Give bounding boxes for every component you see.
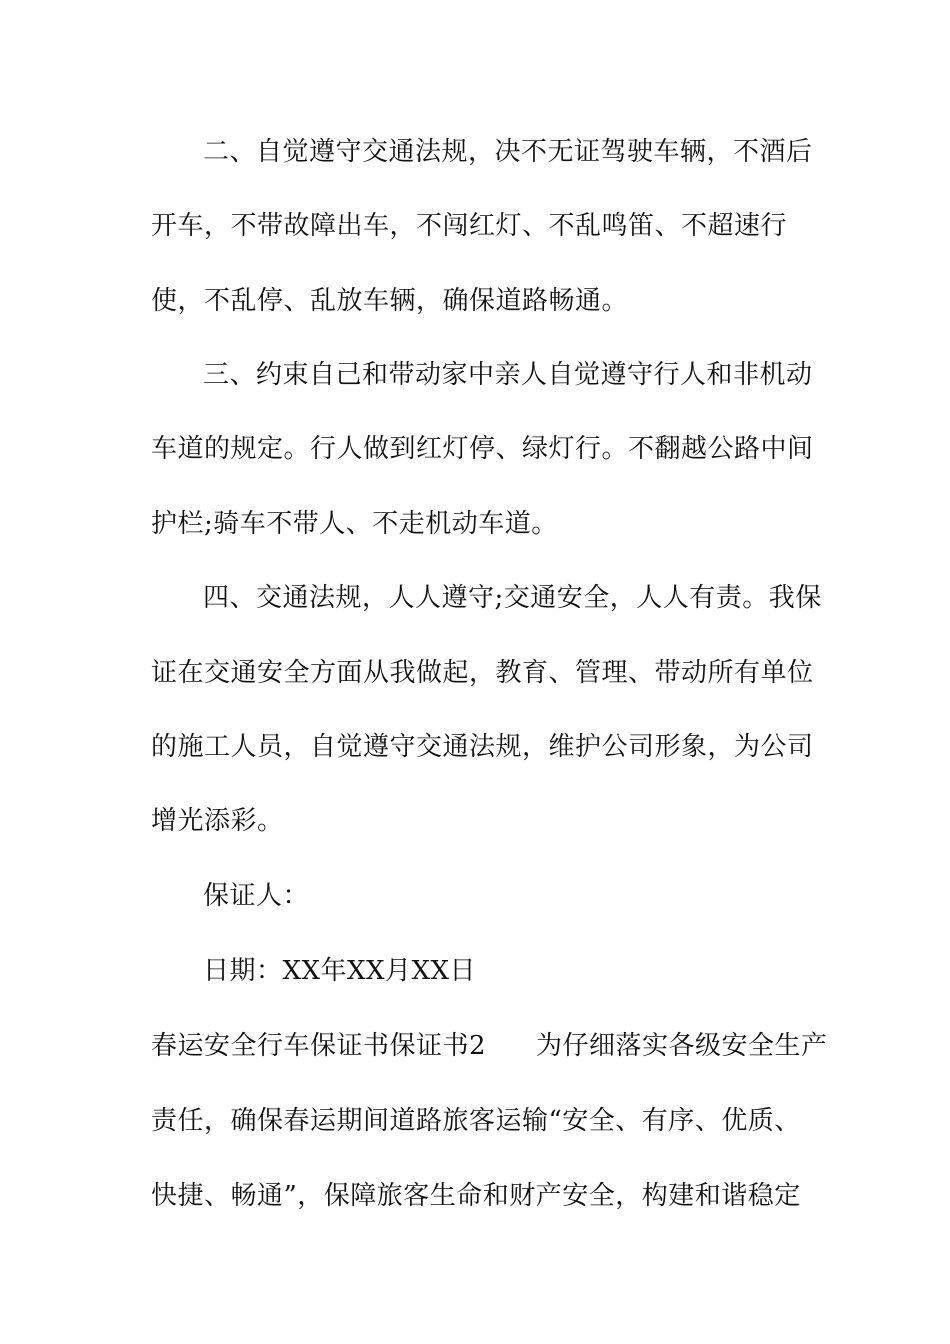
paragraph-2-line-3: 使，不乱停、乱放车辆，确保道路畅通。: [151, 286, 629, 316]
paragraph-3-line-2: 车道的规定。行人做到红灯停、绿灯行。不翻越公路中间: [151, 434, 814, 464]
guarantor-label: 保证人：: [203, 881, 310, 911]
section-body-line-3: 快捷、畅通”，保障旅客生命和财产安全，构建和谐稳定: [151, 1181, 801, 1211]
section-title-line: [151, 1026, 828, 1066]
paragraph-4-line-1: 四、交通法规，人人遵守;交通安全，人人有责。我保: [203, 583, 822, 613]
paragraph-3-line-3: 护栏;骑车不带人、不走机动车道。: [151, 509, 558, 539]
section-body-start: 为仔细落实各级安全生产: [536, 1031, 828, 1061]
paragraph-4-line-4: 增光添彩。: [151, 806, 284, 836]
section-body-line-2: 责任，确保春运期间道路旅客运输“安全、有序、优质、: [151, 1106, 801, 1136]
paragraph-4-line-3: 的施工人员，自觉遵守交通法规，维护公司形象，为公司: [151, 732, 814, 762]
paragraph-2-line-1: 二、自觉遵守交通法规，决不无证驾驶车辆，不酒后: [203, 137, 813, 167]
paragraph-2-line-2: 开车，不带故障出车，不闯红灯、不乱鸣笛、不超速行: [151, 211, 788, 241]
section-title: 春运安全行车保证书保证书2: [151, 1031, 487, 1061]
paragraph-4-line-2: 证在交通安全方面从我做起，教育、管理、带动所有单位: [151, 658, 814, 688]
date-line: 日期：XX年XX月XX日: [203, 956, 477, 986]
paragraph-3-line-1: 三、约束自己和带动家中亲人自觉遵守行人和非机动: [203, 360, 813, 390]
